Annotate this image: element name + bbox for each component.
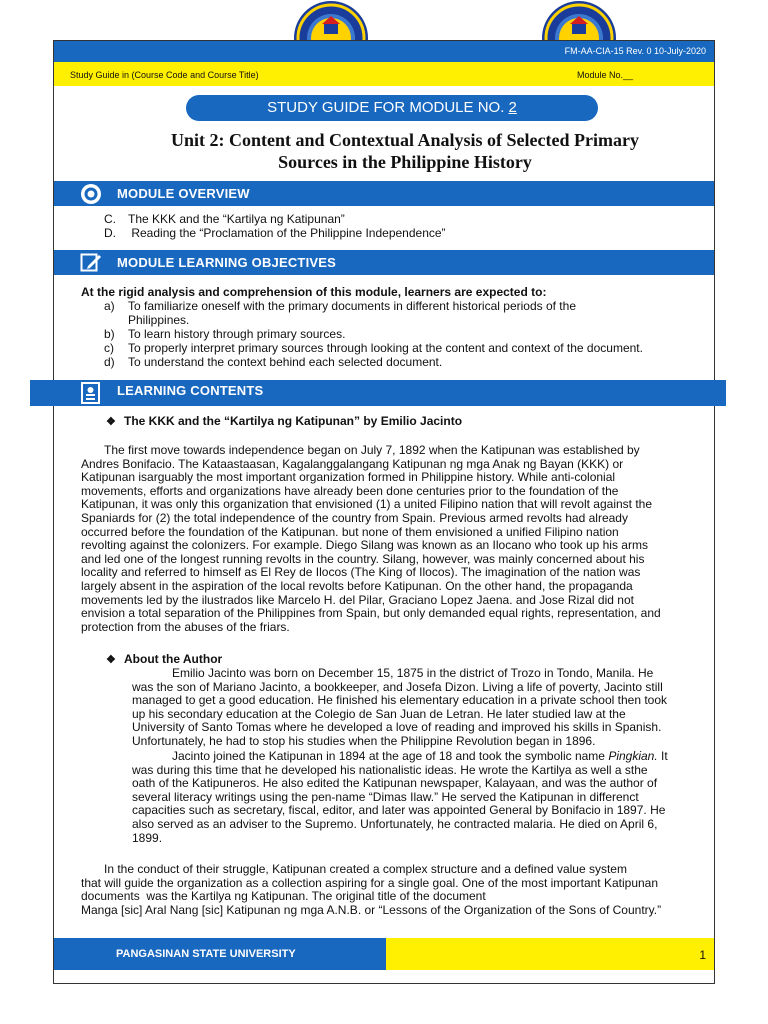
author-line: capacities such as secretary, fiscal, editor, and later was appointed General by Bonifacio in 1897. He <box>132 803 666 818</box>
contents-topic-text: The KKK and the “Kartilya ng Katipunan” by Emilio Jacinto <box>124 414 463 428</box>
intro-line: Katipunan, it was only this organization that envisioned (1) a united Filipino nation that will revolt against the <box>81 497 653 512</box>
author-line: was the son of Mariano Jacinto, a bookkeeper, and Josefa Dizon. Living a life of poverty, Jacinto still <box>132 679 663 694</box>
document-icon <box>80 382 106 404</box>
author-line: Emilio Jacinto was born on December 15, 1875 in the district of Trozo in Tondo, Manila. He <box>172 666 654 680</box>
intro-line: Andres Bonifacio. The Kataastaasan, Kagalanggalangang Katipunan ng mga Anak ng Bayan (KKK) or <box>81 456 624 471</box>
learning-objectives-title: MODULE LEARNING OBJECTIVES <box>117 255 336 270</box>
author-line: University of Santo Tomas where he developed a love of reading and improved his skills in Spanish. <box>132 720 662 735</box>
author-line: also served as an adviser to the Supremo. Unfortunately, he contracted malaria. He died on April 6, <box>132 816 658 831</box>
author-paragraph-2 <box>132 750 712 845</box>
intro-line: locality and referred to himself as El Rey de Ilocos (The King of Ilocos). The imagination of the nation was <box>81 565 641 580</box>
closing-paragraph <box>81 863 709 917</box>
page-number: 1 <box>699 948 706 962</box>
intro-line: largely absent in the aspiration of the local revolts before Katipunan. On the other hand, the propaganda <box>81 578 633 593</box>
closing-line: documents was the Kartilya ng Katipunan. The original title of the document <box>81 889 486 904</box>
objectives-intro: At the rigid analysis and comprehension of this module, learners are expected to: <box>81 285 547 299</box>
closing-line: that will guide the organization as a collection aspiring for a single goal. One of the most important Katipunan <box>81 875 659 890</box>
intro-line: movements led by the ilustrados like Marcelo H. del Pilar, Graciano Lopez Jaena. and Jose Rizal did not <box>81 592 634 607</box>
symbolic-name: Pingkian. <box>608 749 658 763</box>
unit-title-line-1: Unit 2: Content and Contextual Analysis of Selected Primary <box>171 130 639 150</box>
footer-university-bar <box>54 938 386 970</box>
author-p2-first-line: Jacinto joined the Katipunan in 1894 at the age of 18 and took the symbolic name Pingkian. It <box>172 749 668 763</box>
edit-icon <box>80 251 106 273</box>
header-code-bar <box>54 41 714 62</box>
about-author-title: About the Author <box>124 652 223 666</box>
module-no-label: Module No.__ <box>577 70 634 80</box>
intro-line: revolting against the colonizers. For example. Diego Silang was known as an Ilocano who took up his arms <box>81 538 648 553</box>
university-name: PANGASINAN STATE UNIVERSITY <box>116 948 296 960</box>
author-line: several literacy writings using the pen-name “Dimas Ilaw.” He served the Katipunan in differenct <box>132 789 639 804</box>
intro-line: Katipunan isarguably the most important organization formed in Philippine history. While anti-colonial <box>81 470 616 485</box>
author-line: 1899. <box>132 830 163 845</box>
intro-line: movements, efforts and organizations have already been done centuries prior to the foundation of the <box>81 483 619 498</box>
diamond-bullet-icon: ❖ <box>106 654 116 666</box>
intro-line: envision a total separation of the Philippines from Spain, but only demanded equal rights, representation, and <box>81 606 661 621</box>
module-banner-text: STUDY GUIDE FOR MODULE NO. <box>267 99 509 116</box>
intro-line: Spaniards for (2) the total independence of the country from Spain. Previous armed revolts had already <box>81 510 628 525</box>
target-icon <box>80 183 106 205</box>
author-line: was during this time that he developed his nationalistic ideas. He wrote the Kartilya as well a sthe <box>132 762 648 777</box>
university-seal-logo-right <box>541 0 617 40</box>
objective-item-a-cont: Philippines. <box>128 313 190 327</box>
author-line: up his secondary education at the Colegio de San Juan de Letran. He later studied law at the <box>132 706 626 721</box>
author-line: Unfortunately, he had to stop his studies when the Philippine Revolution began in 1896. <box>132 733 596 748</box>
intro-line: and led one of the longest running revolts in the country. Silang, however, was mainly concerned about his <box>81 551 645 566</box>
module-banner <box>186 95 598 121</box>
document-code: FM-AA-CIA-15 Rev. 0 10-July-2020 <box>564 46 706 56</box>
intro-line: The first move towards independence began on July 7, 1892 when the Katipunan was established by <box>104 443 640 457</box>
university-seal-logo-left <box>293 0 369 40</box>
header-course-bar <box>54 62 714 86</box>
intro-line: occurred before the foundation of the Katipunan. but none of them envisioned a unified Filipino nation <box>81 524 619 539</box>
module-overview-header <box>54 181 714 206</box>
learning-contents-header <box>30 380 726 406</box>
author-line: oath of the Katipuneros. He also edited the Katipunan newspaper, Kalayaan, and was the author of <box>132 776 658 791</box>
module-overview-title: MODULE OVERVIEW <box>117 186 250 201</box>
footer-page-bar <box>386 938 714 970</box>
closing-line: In the conduct of their struggle, Katipunan created a complex structure and a defined value system <box>104 862 627 876</box>
learning-contents-title: LEARNING CONTENTS <box>117 383 264 398</box>
intro-line: protection from the abuses of the friars. <box>81 619 290 634</box>
closing-line: Manga [sic] Aral Nang [sic] Katipunan ng mga A.N.B. or “Lessons of the Organization of the Sons of Country.” <box>81 902 662 917</box>
learning-objectives-header <box>54 250 714 275</box>
diamond-bullet-icon: ❖ <box>106 416 116 428</box>
contents-topic <box>106 415 462 430</box>
author-paragraph-1 <box>132 667 712 749</box>
author-line: managed to get a good education. He finished his elementary education in a private school then took <box>132 693 668 708</box>
module-number: 2 <box>508 99 517 116</box>
intro-paragraph <box>81 444 709 634</box>
unit-title-line-2: Sources in the Philippine History <box>278 152 532 172</box>
study-guide-label: Study Guide in (Course Code and Course Title) <box>70 70 259 80</box>
